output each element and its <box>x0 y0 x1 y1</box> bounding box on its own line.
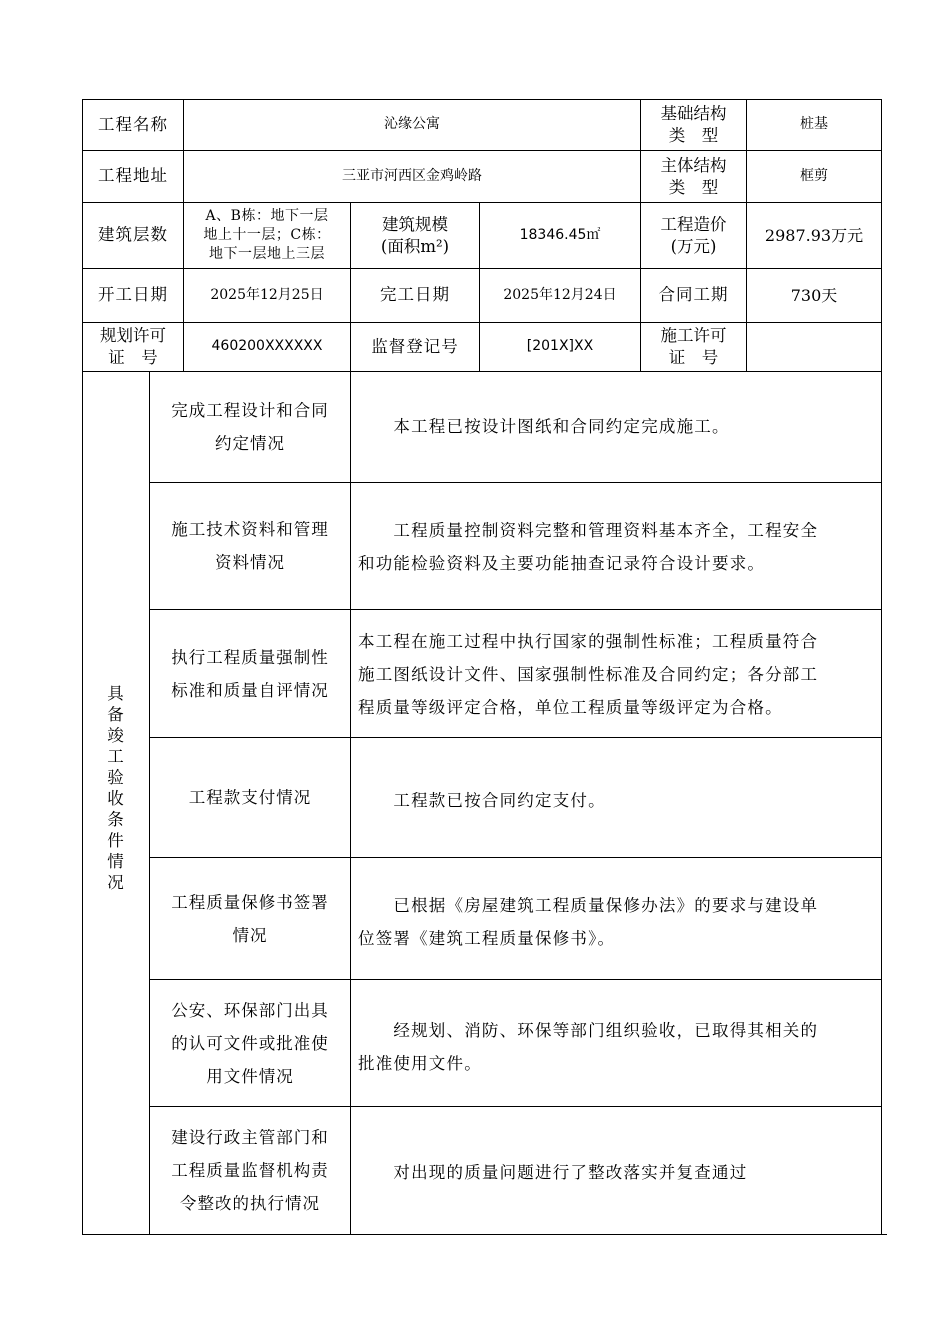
planning-permit-value: 460200XXXXXX <box>211 338 323 355</box>
condition-content-warranty: 已根据《房屋建筑工程质量保修办法》的要求与建设单 位签署《建筑工程质量保修书》。 <box>358 896 819 948</box>
condition-content-documents: 工程质量控制资料完整和管理资料基本齐全，工程安全 和功能检验资料及主要功能抽查记录符合设计要求。 <box>358 521 819 573</box>
condition-content-payment: 工程款已按合同约定支付。 <box>358 791 606 810</box>
floors-label: 建筑层数 <box>98 225 168 245</box>
finish-date-value: 2025年12月24日 <box>503 286 617 303</box>
main-structure-label: 主体结构 类 型 <box>660 155 727 197</box>
supervision-no-value: [201X]XX <box>526 338 594 355</box>
cost-value: 2987.93万元 <box>764 225 864 245</box>
condition-content-quality-standards: 本工程在施工过程中执行国家的强制性标准；工程质量符合 施工图纸设计文件、国家强制性标准及合同约定；各分部工 程质量等级评定合格，单位工程质量等级评定为合格。 <box>358 632 819 717</box>
start-date-value: 2025年12月25日 <box>210 286 324 303</box>
finish-date-label: 完工日期 <box>380 285 450 305</box>
conditions-title: 具 备 竣 工 验 收 条 件 情 况 <box>107 684 124 892</box>
contract-period-label: 合同工期 <box>658 285 729 305</box>
construction-permit-value <box>747 323 881 371</box>
condition-label-quality-standards: 执行工程质量强制性 标准和质量自评情况 <box>171 647 329 700</box>
condition-label-documents: 施工技术资料和管理 资料情况 <box>171 520 329 572</box>
condition-label-approvals: 公安、环保部门出具 的认可文件或批准使 用文件情况 <box>171 1000 329 1086</box>
condition-label-rectification: 建设行政主管部门和 工程质量监督机构责 令整改的执行情况 <box>171 1128 329 1213</box>
main-structure-value: 框剪 <box>800 167 828 184</box>
project-name-label: 工程名称 <box>98 114 168 134</box>
condition-content-design: 本工程已按设计图纸和合同约定完成施工。 <box>358 417 730 436</box>
project-name-value: 沁缘公寓 <box>384 116 440 133</box>
planning-permit-label: 规划许可 证 号 <box>100 326 166 367</box>
scale-label: 建筑规模 (面积m²) <box>380 214 450 256</box>
condition-label-warranty: 工程质量保修书签署 情况 <box>171 892 329 945</box>
construction-permit-label: 施工许可 证 号 <box>660 326 727 367</box>
condition-label-payment: 工程款支付情况 <box>188 788 312 807</box>
supervision-no-label: 监督登记号 <box>371 336 459 356</box>
foundation-type-value: 桩基 <box>800 116 828 133</box>
cost-label: 工程造价 (万元) <box>660 214 727 256</box>
address-value: 三亚市河西区金鸡岭路 <box>342 167 482 184</box>
start-date-label: 开工日期 <box>98 285 168 305</box>
floors-value: A、B栋：地下一层 地上十一层；C栋： 地下一层地上三层 <box>203 208 331 262</box>
address-label: 工程地址 <box>98 166 168 186</box>
contract-period-value: 730天 <box>790 285 838 305</box>
condition-label-design: 完成工程设计和合同 约定情况 <box>171 401 329 453</box>
foundation-type-label: 基础结构 类 型 <box>660 104 727 145</box>
condition-content-rectification: 对出现的质量问题进行了整改落实并复查通过 <box>358 1163 748 1182</box>
condition-content-approvals: 经规划、消防、环保等部门组织验收，已取得其相关的 批准使用文件。 <box>358 1021 819 1073</box>
scale-value: 18346.45㎡ <box>519 226 601 243</box>
